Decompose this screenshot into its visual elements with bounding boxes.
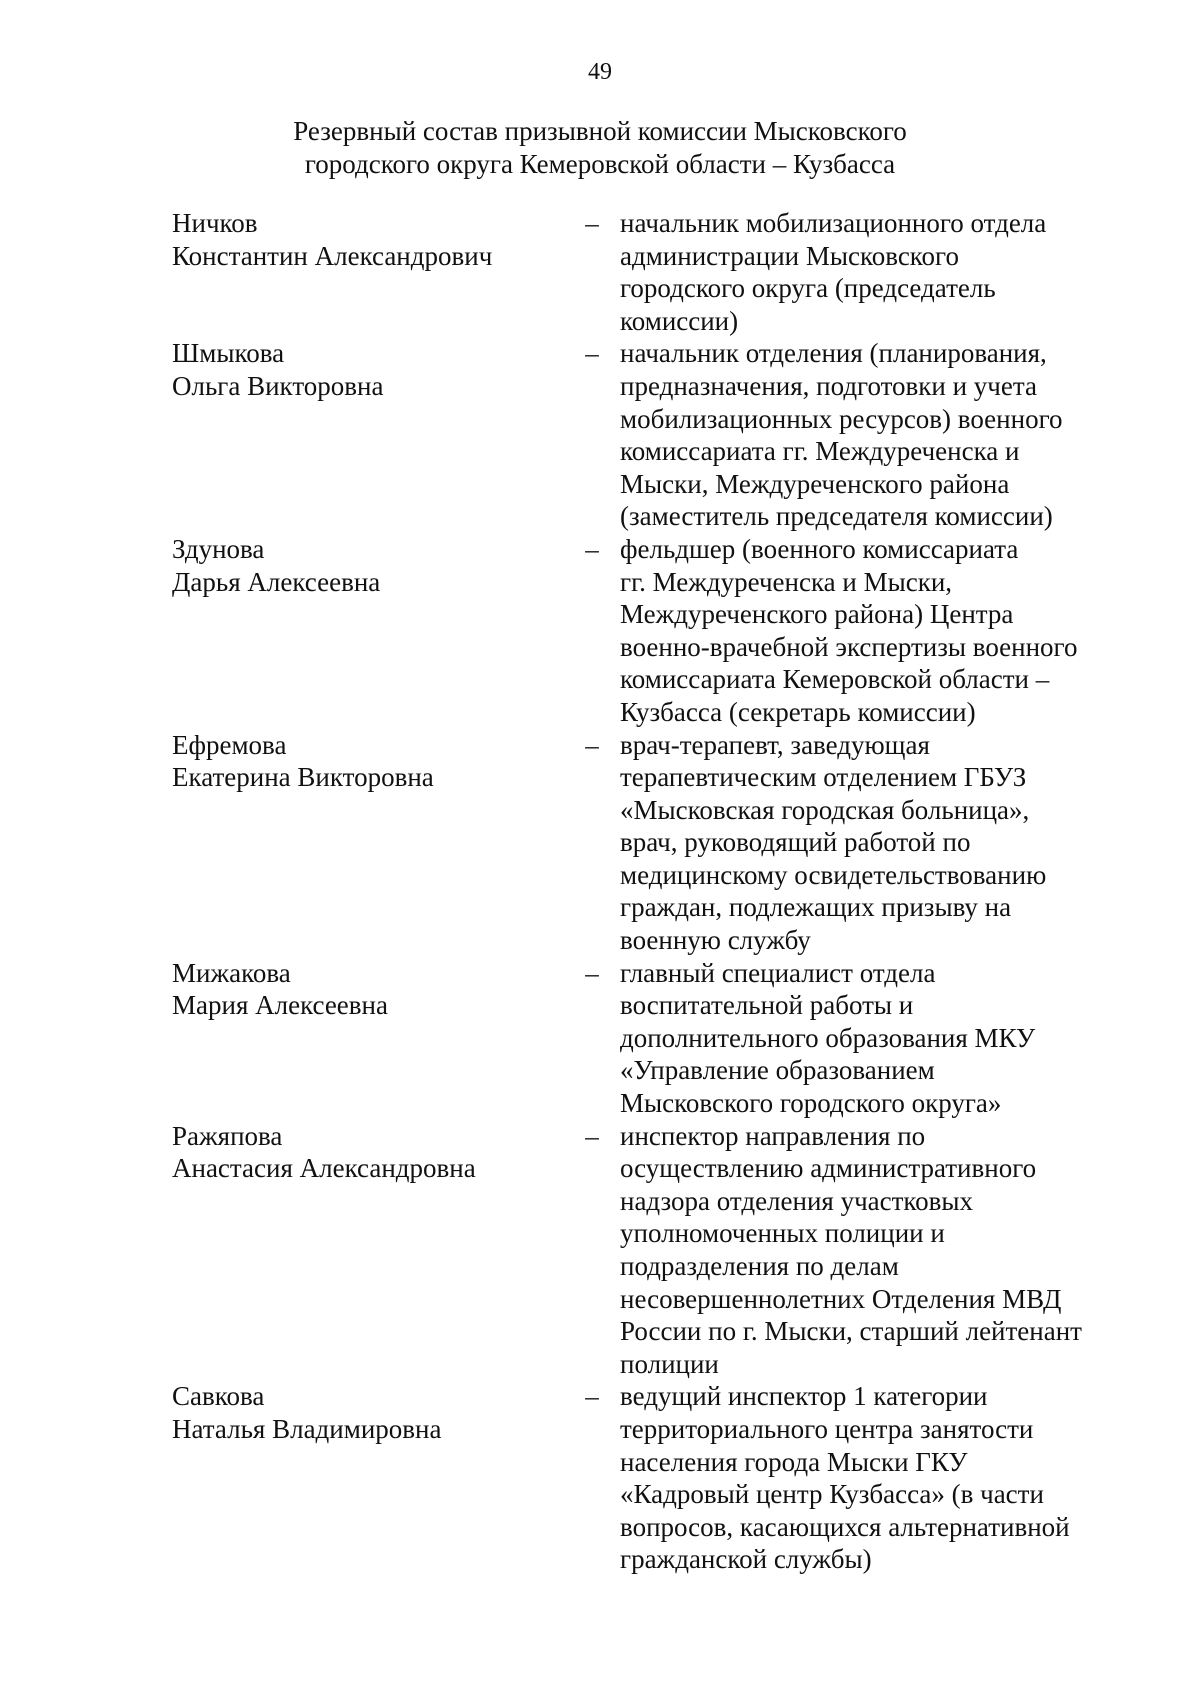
- member-name: [172, 337, 572, 402]
- member-dash: –: [585, 729, 599, 760]
- member-role: [620, 207, 1120, 337]
- member-entry: [172, 533, 1122, 729]
- member-dash: –: [585, 533, 599, 564]
- role-line: фельдшер (военного комиссариата: [620, 533, 1019, 564]
- member-given-names: Мария Алексеевна: [172, 990, 388, 1021]
- member-given-names: Анастасия Александровна: [172, 1153, 476, 1184]
- member-given-names: Дарья Алексеевна: [172, 566, 381, 597]
- role-line: медицинскому освидетельствованию: [620, 859, 1047, 890]
- member-role: [620, 729, 1120, 957]
- member-name: [172, 207, 572, 272]
- member-entry: [172, 337, 1122, 533]
- role-line: главный специалист отдела: [620, 957, 936, 988]
- role-line: военную службу: [620, 925, 811, 956]
- role-line: «Управление образованием: [620, 1055, 935, 1086]
- member-surname: Здунова: [172, 533, 265, 564]
- member-role: [620, 957, 1120, 1120]
- member-surname: Мижакова: [172, 957, 291, 988]
- member-dash: –: [585, 1120, 599, 1151]
- member-entry: [172, 957, 1122, 1120]
- member-name: [172, 1120, 572, 1185]
- role-line: Кузбасса (секретарь комиссии): [620, 696, 976, 727]
- role-line: граждан, подлежащих призыву на: [620, 892, 1012, 923]
- member-name: [172, 729, 572, 794]
- member-role: [620, 1380, 1120, 1576]
- role-line: уполномоченных полиции и: [620, 1218, 945, 1249]
- member-dash: –: [585, 957, 599, 988]
- member-given-names: Екатерина Викторовна: [172, 762, 434, 793]
- role-line: подразделения по делам: [620, 1251, 899, 1281]
- role-line: гражданской службы): [620, 1544, 872, 1575]
- role-line: «Мысковская городская больница»,: [620, 794, 1030, 825]
- role-line: надзора отделения участковых: [620, 1185, 974, 1216]
- role-line: Междуреченского района) Центра: [620, 599, 1014, 630]
- role-line: администрации Мысковского: [620, 240, 959, 271]
- role-line: предназначения, подготовки и учета: [620, 370, 1037, 401]
- document-title: [150, 115, 1050, 181]
- member-list: [172, 207, 1122, 1576]
- role-line: «Кадровый центр Кузбасса» (в части: [620, 1479, 1044, 1510]
- role-line: комиссии): [620, 305, 739, 336]
- role-line: России по г. Мыски, старший лейтенант: [620, 1316, 1082, 1347]
- member-name: [172, 533, 572, 598]
- member-surname: Шмыкова: [172, 338, 285, 369]
- role-line: гг. Междуреченска и Мыски,: [620, 566, 953, 597]
- role-line: врач, руководящий работой по: [620, 827, 971, 858]
- role-line: комиссариата Кемеровской области –: [620, 664, 1050, 695]
- member-given-names: Константин Александрович: [172, 240, 493, 271]
- member-dash: –: [585, 338, 599, 369]
- role-line: комиссариата гг. Междуреченска и: [620, 436, 1020, 467]
- member-name: [172, 1380, 572, 1445]
- member-entry: [172, 729, 1122, 957]
- role-line: ведущий инспектор 1 категории: [620, 1381, 988, 1412]
- member-given-names: Ольга Викторовна: [172, 370, 384, 401]
- page-number: 49: [588, 59, 612, 85]
- role-line: мобилизационных ресурсов) военного: [620, 403, 1063, 434]
- role-line: несовершеннолетних Отделения МВД: [620, 1283, 1062, 1314]
- title-line-2: городского округа Кемеровской области – Кузбасса: [304, 149, 896, 179]
- member-role: [620, 1120, 1120, 1381]
- role-line: дополнительного образования МКУ: [620, 1022, 1036, 1053]
- member-given-names: Наталья Владимировна: [172, 1413, 442, 1444]
- role-line: Мыски, Междуреченского района: [620, 468, 1010, 499]
- member-surname: Ефремова: [172, 729, 287, 760]
- member-surname: Савкова: [172, 1381, 265, 1412]
- role-line: Мысковского городского округа»: [620, 1088, 1002, 1119]
- role-line: полиции: [620, 1348, 719, 1379]
- role-line: населения города Мыски ГКУ: [620, 1446, 968, 1477]
- role-line: осуществлению административного: [620, 1153, 1037, 1184]
- role-line: территориального центра занятости: [620, 1413, 1034, 1444]
- member-dash: –: [585, 208, 599, 238]
- role-line: вопросов, касающихся альтернативной: [620, 1511, 1070, 1542]
- role-line: инспектор направления по: [620, 1120, 926, 1151]
- role-line: врач-терапевт, заведующая: [620, 729, 930, 760]
- member-surname: Ничков: [172, 208, 258, 238]
- member-role: [620, 533, 1120, 729]
- role-line: городского округа (председатель: [620, 273, 996, 304]
- member-name: [172, 957, 572, 1022]
- role-line: военно-врачебной экспертизы военного: [620, 631, 1078, 662]
- member-entry: [172, 1120, 1122, 1381]
- title-line-1: Резервный состав призывной комиссии Мысковского: [293, 116, 907, 146]
- role-line: воспитательной работы и: [620, 990, 914, 1021]
- member-entry: [172, 207, 1122, 337]
- member-surname: Ражяпова: [172, 1120, 283, 1151]
- role-line: начальник мобилизационного отдела: [620, 208, 1047, 238]
- role-line: терапевтическим отделением ГБУЗ: [620, 762, 1027, 793]
- member-entry: [172, 1380, 1122, 1576]
- role-line: (заместитель председателя комиссии): [620, 501, 1053, 532]
- role-line: начальник отделения (планирования,: [620, 338, 1047, 369]
- member-role: [620, 337, 1120, 533]
- member-dash: –: [585, 1381, 599, 1412]
